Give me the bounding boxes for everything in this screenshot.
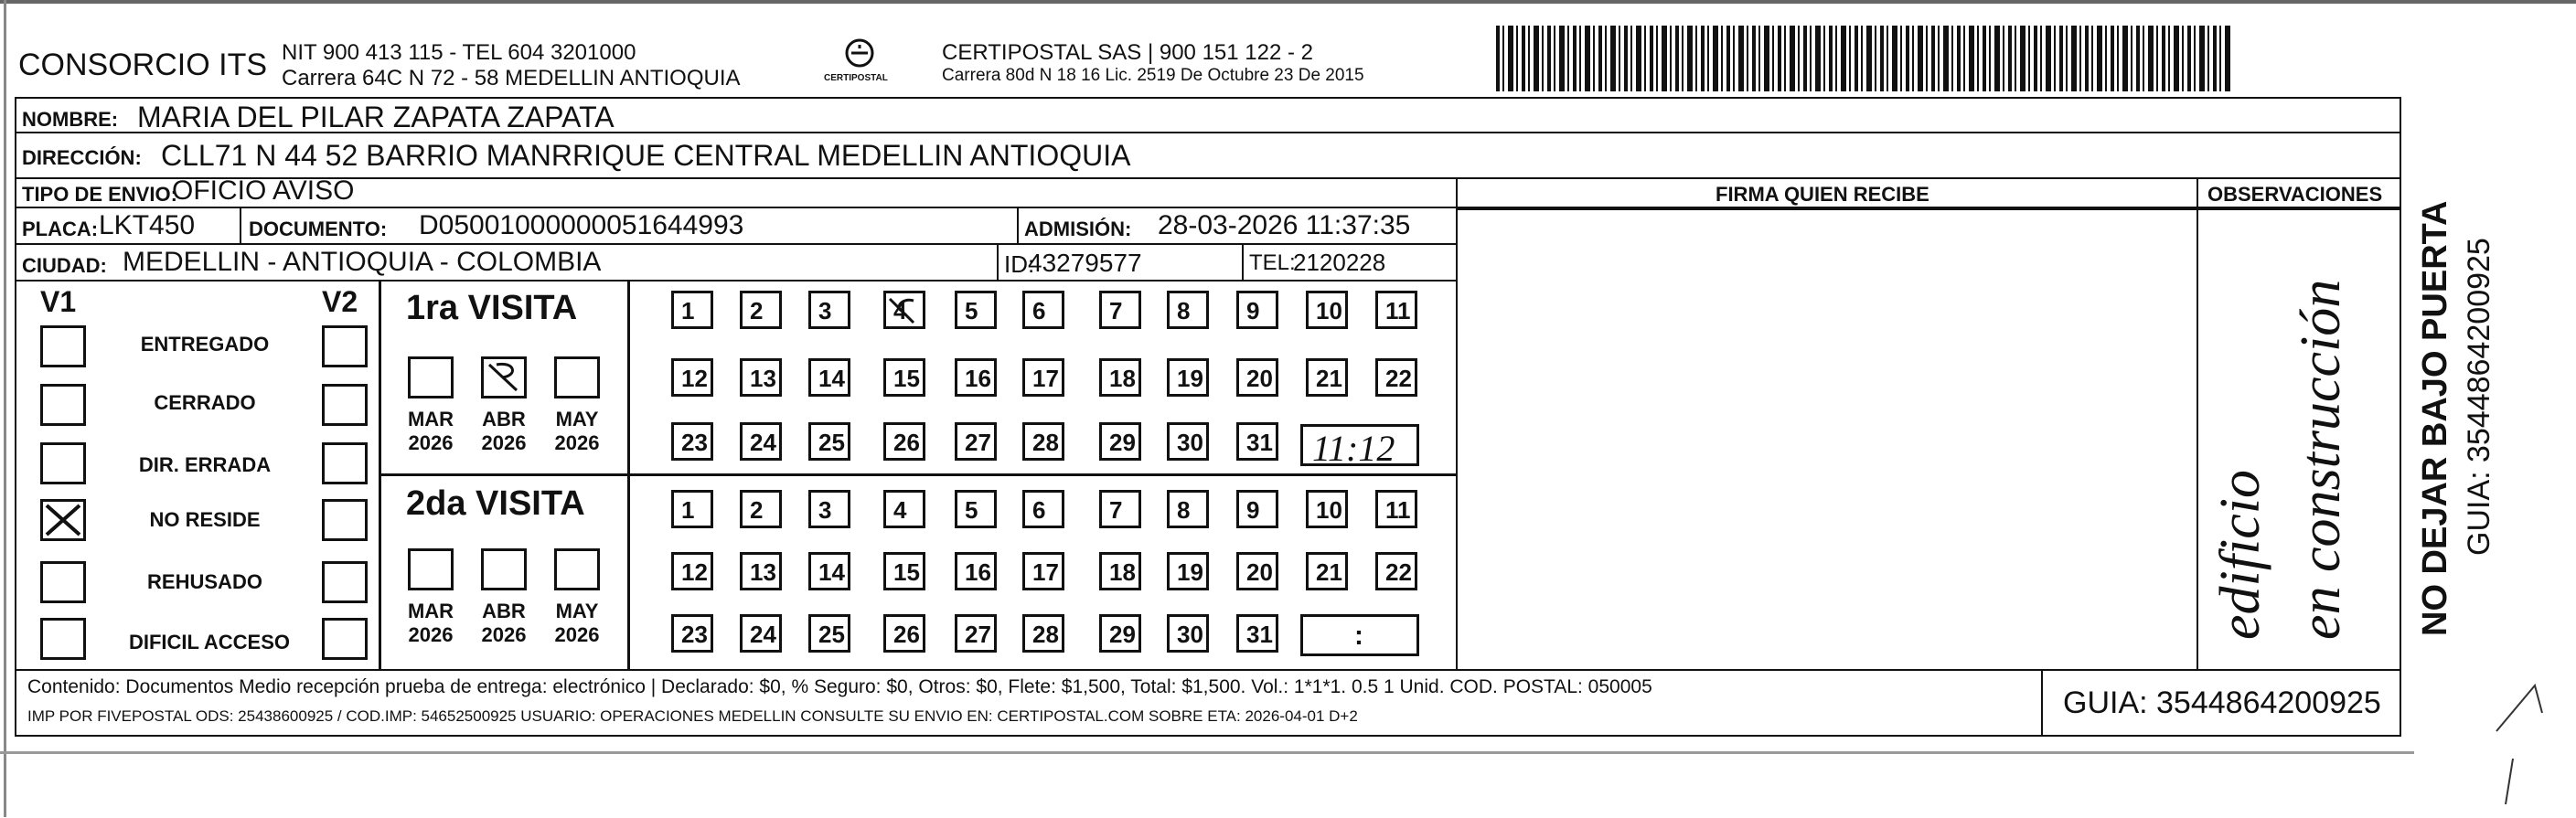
day-box-24[interactable]: 24 <box>740 614 782 653</box>
check-x-icon <box>43 502 83 538</box>
day-box-10[interactable]: 10 <box>1306 291 1348 329</box>
second-month-abr[interactable] <box>481 548 527 590</box>
status-label-entregado: ENTREGADO <box>140 333 270 356</box>
cell-divider <box>997 245 999 280</box>
day-box-20[interactable]: 20 <box>1236 552 1278 590</box>
v2-checkbox-dir-errada[interactable] <box>322 442 368 484</box>
month-year: 2026 <box>481 431 527 454</box>
v1-checkbox-rehusado[interactable] <box>40 561 86 603</box>
first-visit-time-box[interactable] <box>1300 424 1419 469</box>
company-line-1: NIT 900 413 115 - TEL 604 3201000 <box>282 40 636 65</box>
day-box-22[interactable]: 22 <box>1375 552 1417 590</box>
ciudad-value: MEDELLIN - ANTIOQUIA - COLOMBIA <box>123 247 602 277</box>
svg-text:edificio: edificio <box>2209 470 2271 640</box>
day-box-16[interactable]: 16 <box>955 552 997 590</box>
certipostal-logo <box>818 35 901 91</box>
month-name: MAY <box>555 408 599 430</box>
tel-label: TEL: <box>1249 250 1296 275</box>
day-box-23[interactable]: 23 <box>671 614 713 653</box>
day-box-28[interactable]: 28 <box>1022 422 1064 461</box>
month-name: MAR <box>407 600 454 622</box>
v2-checkbox-dificil-acceso[interactable] <box>322 618 368 660</box>
side-guia: GUIA: 3544864200925 <box>2462 238 2496 556</box>
observaciones-header: OBSERVACIONES <box>2207 183 2383 206</box>
v1-checkbox-dir-errada[interactable] <box>40 442 86 484</box>
day-box-26[interactable]: 26 <box>883 614 925 653</box>
first-month-label-may <box>545 408 609 455</box>
day-box-26[interactable]: 26 <box>883 422 925 461</box>
pen-marks <box>2487 658 2570 813</box>
bottom-edge <box>0 751 2414 754</box>
first-month-may[interactable] <box>554 356 600 398</box>
day-box-3[interactable]: 3 <box>808 490 850 528</box>
id-label: ID: <box>1004 250 1035 278</box>
second-visit-title: 2da VISITA <box>406 484 585 523</box>
v1-checkbox-no-reside[interactable] <box>40 499 86 541</box>
first-month-abr[interactable] <box>481 356 527 398</box>
month-year: 2026 <box>554 623 600 646</box>
status-label-dificil-acceso: DIFICIL ACCESO <box>128 631 290 653</box>
v2-checkbox-entregado[interactable] <box>322 325 368 367</box>
direccion-label: DIRECCIÓN: <box>22 146 142 169</box>
day-box-25[interactable]: 25 <box>808 422 850 461</box>
footer-contenido: Contenido: Documentos Medio recepción prueba de entrega: electrónico | Declarado: $0, % Seguro: $0, Otros: $0, Flete: $1,500, Total: $1,500. Vol.: 1*1*1. 0.5 1 Unid. COD. POSTAL: 050005 <box>27 676 1652 697</box>
company-line-2: Carrera 64C N 72 - 58 MEDELLIN ANTIOQUIA <box>282 66 741 90</box>
day-box-6[interactable]: 6 <box>1022 291 1064 329</box>
v2-label: V2 <box>322 285 358 318</box>
month-name: ABR <box>482 600 526 622</box>
status-label-no-reside: NO RESIDE <box>149 508 261 531</box>
documento-value: D05001000000051644993 <box>419 210 744 240</box>
company-name: CONSORCIO ITS <box>18 48 268 82</box>
day-box-11[interactable]: 11 <box>1375 490 1417 528</box>
month-name: MAY <box>555 600 599 622</box>
v1-checkbox-cerrado[interactable] <box>40 384 86 426</box>
day-box-2[interactable]: 2 <box>740 490 782 528</box>
row-divider <box>1456 208 2401 210</box>
day-box-19[interactable]: 19 <box>1167 358 1209 397</box>
day-box-14[interactable]: 14 <box>808 552 850 590</box>
day-box-17[interactable]: 17 <box>1022 552 1064 590</box>
first-visit-title: 1ra VISITA <box>406 289 578 327</box>
month-name: MAR <box>407 408 454 430</box>
day-box-12[interactable]: 12 <box>671 358 713 397</box>
tel-value: 2120228 <box>1293 249 1386 276</box>
day-box-13[interactable]: 13 <box>740 552 782 590</box>
nombre-value: MARIA DEL PILAR ZAPATA ZAPATA <box>137 101 615 133</box>
v2-checkbox-rehusado[interactable] <box>322 561 368 603</box>
day-box-28[interactable]: 28 <box>1022 614 1064 653</box>
v1-checkbox-entregado[interactable] <box>40 325 86 367</box>
side-warning: NO DEJAR BAJO PUERTA <box>2416 200 2454 636</box>
day-box-23[interactable]: 23 <box>671 422 713 461</box>
svg-text:en construcción: en construcción <box>2290 279 2352 640</box>
day-box-3[interactable]: 3 <box>808 291 850 329</box>
second-visit-time: : <box>1354 621 1363 651</box>
footer-guia-divider <box>2041 671 2043 737</box>
first-month-label-abr <box>472 408 536 455</box>
day-box-9[interactable]: 9 <box>1236 291 1278 329</box>
barcode <box>1496 26 2231 91</box>
second-visit-time-box[interactable] <box>1300 614 1419 656</box>
day-box-13[interactable]: 13 <box>740 358 782 397</box>
ciudad-label: CIUDAD: <box>22 254 107 277</box>
firma-column-divider <box>1456 179 1458 669</box>
id-value: 43279577 <box>1028 249 1142 277</box>
day-box-27[interactable]: 27 <box>955 614 997 653</box>
day-box-20[interactable]: 20 <box>1236 358 1278 397</box>
footer-guia: GUIA: 3544864200925 <box>2063 685 2381 720</box>
obs-column-divider <box>2197 179 2198 669</box>
month-year: 2026 <box>554 431 600 454</box>
admision-value: 28-03-2026 11:37:35 <box>1158 210 1411 240</box>
day-box-7[interactable]: 7 <box>1099 291 1141 329</box>
direccion-value: CLL71 N 44 52 BARRIO MANRRIQUE CENTRAL MEDELLIN ANTIOQUIA <box>161 139 1131 172</box>
day-box-4[interactable]: 4 <box>883 490 925 528</box>
day-box-25[interactable]: 25 <box>808 614 850 653</box>
row-divider <box>15 280 1456 282</box>
handwritten-observation <box>2209 247 2387 649</box>
day-box-21[interactable]: 21 <box>1306 552 1348 590</box>
v2-checkbox-no-reside[interactable] <box>322 499 368 541</box>
day-box-8[interactable]: 8 <box>1167 490 1209 528</box>
day-box-5[interactable]: 5 <box>955 490 997 528</box>
first-month-label-mar <box>399 408 463 455</box>
cell-divider <box>240 208 241 243</box>
logo-text: CERTIPOSTAL <box>824 73 888 83</box>
second-month-label-may <box>545 600 609 647</box>
top-strip <box>0 0 2576 4</box>
status-label-rehusado: REHUSADO <box>147 570 262 593</box>
day-box-15[interactable]: 15 <box>883 552 925 590</box>
day-box-1[interactable]: 1 <box>671 490 713 528</box>
day-box-2[interactable]: 2 <box>740 291 782 329</box>
day-box-8[interactable]: 8 <box>1167 291 1209 329</box>
row-divider <box>15 243 1456 245</box>
courier-line-2: Carrera 80d N 18 16 Lic. 2519 De Octubre 23 De 2015 <box>942 66 1364 85</box>
month-year: 2026 <box>408 431 454 454</box>
placa-label: PLACA: <box>22 218 99 240</box>
day-box-31[interactable]: 31 <box>1236 422 1278 461</box>
day-box-5[interactable]: 5 <box>955 291 997 329</box>
row-divider <box>15 177 2401 179</box>
footer-divider <box>15 669 2401 671</box>
second-month-label-mar <box>399 600 463 647</box>
day-box-29[interactable]: 29 <box>1099 422 1141 461</box>
status-label-dir-errada: DIR. ERRADA <box>138 453 272 476</box>
day-box-6[interactable]: 6 <box>1022 490 1064 528</box>
day-box-29[interactable]: 29 <box>1099 614 1141 653</box>
v1-checkbox-dificil-acceso[interactable] <box>40 618 86 660</box>
admision-label: ADMISIÓN: <box>1024 218 1132 240</box>
day-box-14[interactable]: 14 <box>808 358 850 397</box>
check-x-icon <box>484 359 524 396</box>
day-box-24[interactable]: 24 <box>740 422 782 461</box>
placa-value: LKT450 <box>99 210 196 240</box>
v2-checkbox-cerrado[interactable] <box>322 384 368 426</box>
day-box-18[interactable]: 18 <box>1099 358 1141 397</box>
first-month-mar[interactable] <box>408 356 454 398</box>
first-visit-time: 11:12 <box>1312 428 1395 469</box>
month-year: 2026 <box>481 623 527 646</box>
visit-separator <box>379 473 1456 476</box>
day-box-17[interactable]: 17 <box>1022 358 1064 397</box>
month-name: ABR <box>482 408 526 430</box>
status-label-cerrado: CERRADO <box>154 391 256 414</box>
day-box-11[interactable]: 11 <box>1375 291 1417 329</box>
nombre-label: NOMBRE: <box>22 108 119 131</box>
day-box-10[interactable]: 10 <box>1306 490 1348 528</box>
day-box-9[interactable]: 9 <box>1236 490 1278 528</box>
day-box-27[interactable]: 27 <box>955 422 997 461</box>
second-month-may[interactable] <box>554 548 600 590</box>
v1-label: V1 <box>40 285 77 318</box>
day-number: 4 <box>893 297 907 324</box>
second-month-label-abr <box>472 600 536 647</box>
footer-imp: IMP POR FIVEPOSTAL ODS: 25438600925 / COD.IMP: 54652500925 USUARIO: OPERACIONES MEDELLIN CONSULTE SU ENVIO EN: CERTIPOSTAL.COM SOBRE ETA: 2026-04-01 D+2 <box>27 707 1358 725</box>
day-box-21[interactable]: 21 <box>1306 358 1348 397</box>
page-left-edge <box>4 0 6 817</box>
cell-divider <box>1242 245 1244 280</box>
tipo-label: TIPO DE ENVIO: <box>22 183 177 206</box>
day-mark-icon <box>886 293 923 326</box>
tipo-value: OFICIO AVISO <box>172 175 355 206</box>
day-box-22[interactable]: 22 <box>1375 358 1417 397</box>
day-box-12[interactable]: 12 <box>671 552 713 590</box>
day-box-18[interactable]: 18 <box>1099 552 1141 590</box>
month-year: 2026 <box>408 623 454 646</box>
firma-header: FIRMA QUIEN RECIBE <box>1716 183 1929 206</box>
day-box-15[interactable]: 15 <box>883 358 925 397</box>
day-box-19[interactable]: 19 <box>1167 552 1209 590</box>
day-box-30[interactable]: 30 <box>1167 614 1209 653</box>
day-box-31[interactable]: 31 <box>1236 614 1278 653</box>
documento-label: DOCUMENTO: <box>249 218 388 240</box>
second-month-mar[interactable] <box>408 548 454 590</box>
day-box-30[interactable]: 30 <box>1167 422 1209 461</box>
day-box-16[interactable]: 16 <box>955 358 997 397</box>
day-box-1[interactable]: 1 <box>671 291 713 329</box>
cell-divider <box>1017 208 1019 243</box>
day-box-7[interactable]: 7 <box>1099 490 1141 528</box>
courier-line-1: CERTIPOSTAL SAS | 900 151 122 - 2 <box>942 40 1313 65</box>
day-box-4[interactable] <box>883 291 925 329</box>
